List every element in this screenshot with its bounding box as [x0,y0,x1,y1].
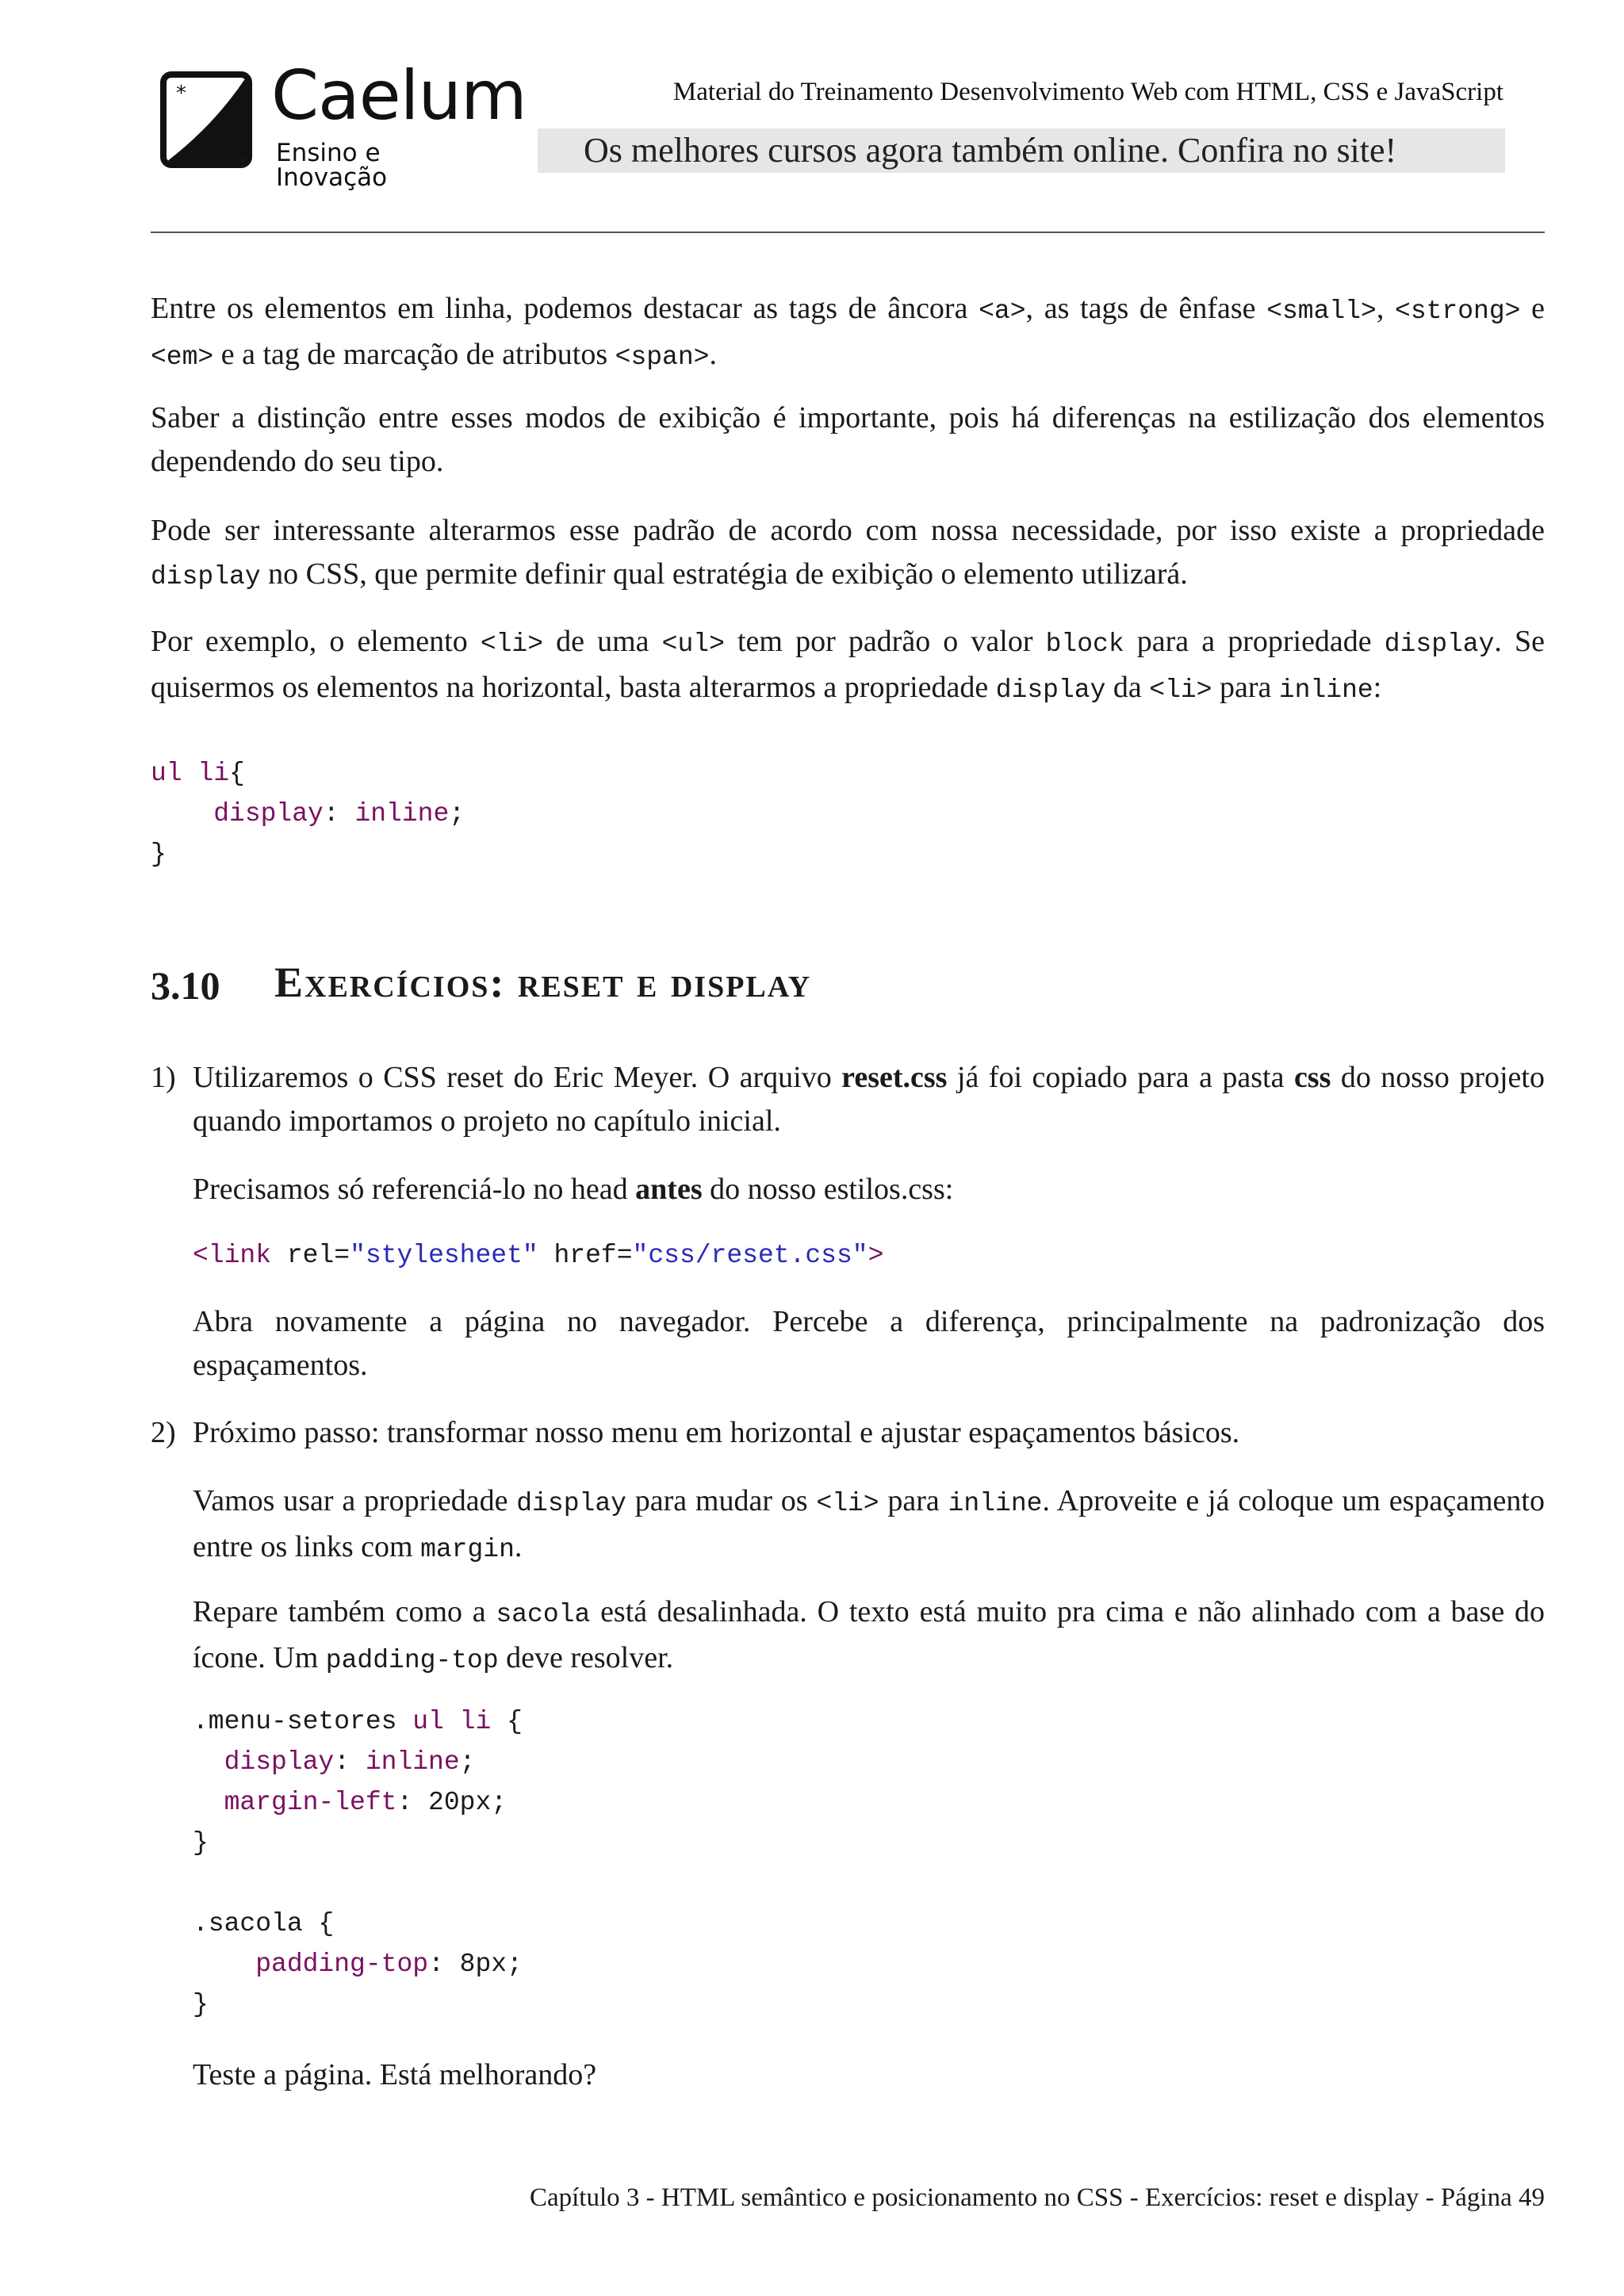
exercise-2-test: Teste a página. Está melhorando? [193,2058,597,2091]
section-number: 3.10 [151,963,220,1008]
header-banner-text: Os melhores cursos agora também online. Confira no site! [584,131,1397,170]
exercise-2-number: 2) [151,1416,176,1449]
header-material-title: Material do Treinamento Desenvolvimento Web com HTML, CSS e JavaScript [672,78,1503,106]
svg-text:*: * [176,82,186,105]
section-title: Exercícios: reset e display [274,959,812,1006]
code-block-ul-li: ul li{ display: inline; } [151,759,465,869]
exercise-1-number: 1) [151,1061,176,1094]
logo-tagline: Ensino e Inovação [276,139,388,192]
exercise-2-intro: Próximo passo: transformar nosso menu em horizontal e ajustar espaçamentos básicos. [193,1416,1240,1449]
header-banner [538,128,1505,173]
paragraph-example: Por exemplo, o elemento <li> de uma <ul> tem por padrão o valor block para a propriedade display. Se quisermos os elementos na horizontal, basta alterarmos a propriedade display da <li> para inline: [151,625,1545,705]
logo-name: Caelum [271,56,527,136]
page-footer: Capítulo 3 - HTML semântico e posicionamento no CSS - Exercícios: reset e display - Página 49 [529,2183,1545,2212]
paragraph-inline-elements: Entre os elementos em linha, podemos destacar as tags de âncora <a>, as tags de ênfase <small>, <strong> e <em> e a tag de marcação de atributos <span>. [151,292,1545,372]
code-block-menu-setores: .menu-setores ul li { display: inline; margin-left: 20px; } .sacola { padding-top: 8px; } [193,1707,523,2019]
exercise-2-display: Vamos usar a propriedade display para mudar os <li> para inline. Aproveite e já coloque um espaçamento entre os links com margin. [193,1484,1545,1564]
exercise-1-open-browser: Abra novamente a página no navegador. Percebe a diferença, principalmente na padronização dos espaçamentos. [193,1305,1545,1382]
caelum-logo [155,56,527,192]
paragraph-display-modes: Saber a distinção entre esses modos de exibição é importante, pois há diferenças na estilização dos elementos dependendo do seu tipo. [151,401,1545,478]
header-divider [151,232,1545,233]
exercise-2-sacola: Repare também como a sacola está desalinhada. O texto está muito pra cima e não alinhado com a base do ícone. Um padding-top deve resolver. [193,1595,1545,1675]
exercise-1-reference: Precisamos só referenciá-lo no head antes do nosso estilos.css: [193,1173,954,1206]
logo-mark-icon [160,71,252,168]
code-link-reset: <link rel="stylesheet" href="css/reset.css"> [193,1241,884,1270]
paragraph-display-property: Pode ser interessante alterarmos esse padrão de acordo com nossa necessidade, por isso existe a propriedade display no CSS, que permite definir qual estratégia de exibição o elemento utilizará. [151,514,1545,591]
exercise-1-intro: Utilizaremos o CSS reset do Eric Meyer. O arquivo reset.css já foi copiado para a pasta css do nosso projeto quando importamos o projeto no capítulo inicial. [193,1061,1545,1138]
